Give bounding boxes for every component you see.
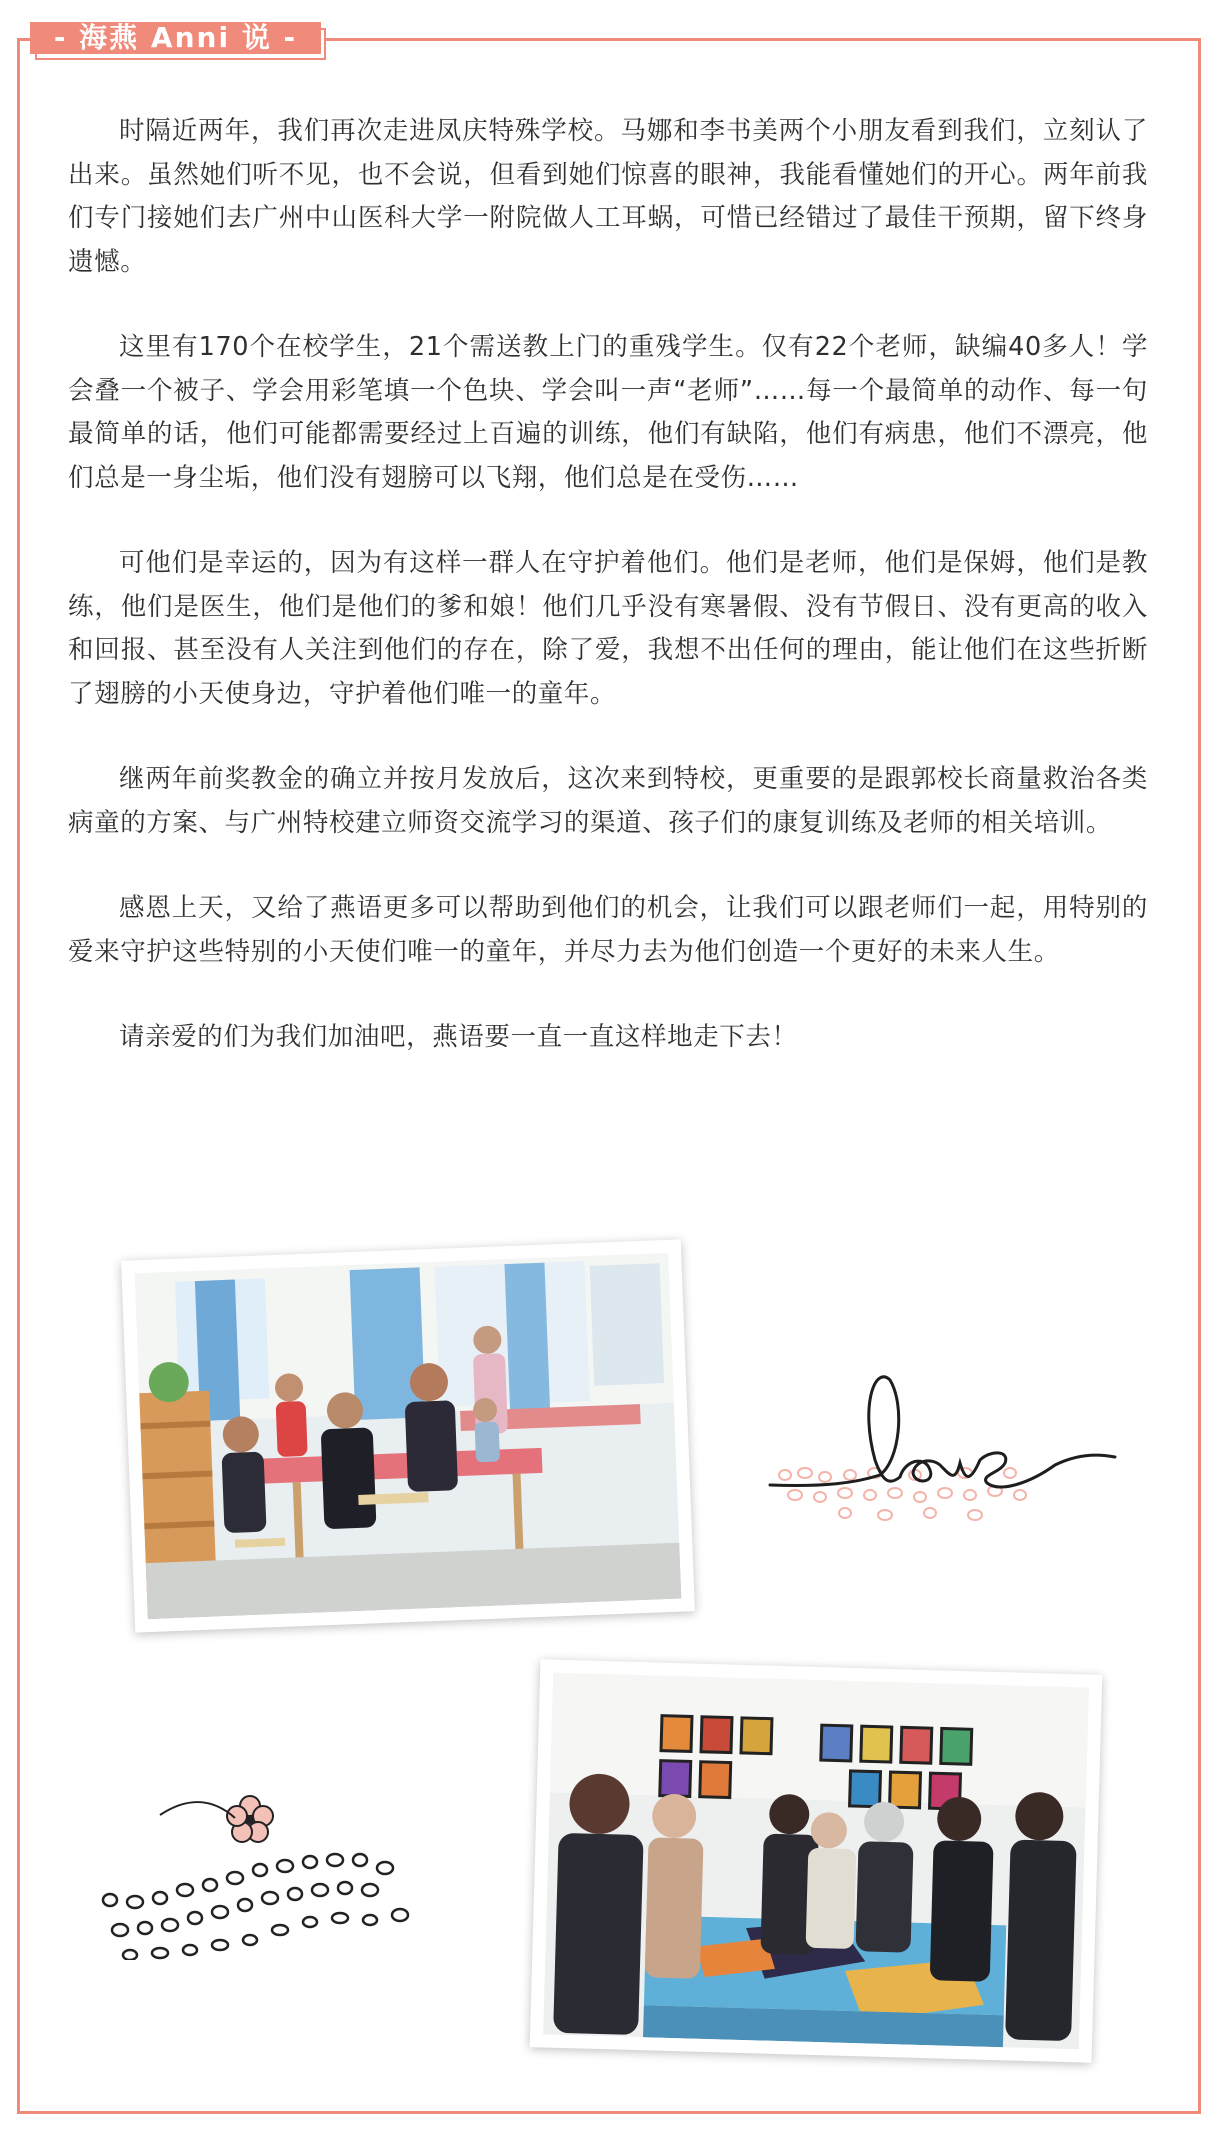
- paragraph-3: 可他们是幸运的，因为有这样一群人在守护着他们。他们是老师，他们是保姆，他们是教练，他们是医生，他们是他们的爹和娘！他们几乎没有寒暑假、没有节假日、没有更高的收入和回报、甚至没有人关注到他们的存在，除了爱，我想不出任何的理由，能让他们在这些折断了翅膀的小天使身边，守护着他们唯一的童年。: [68, 548, 1148, 709]
- paragraph-5: 感恩上天，又给了燕语更多可以帮助到他们的机会，让我们可以跟老师们一起，用特别的爱来守护这些特别的小天使们唯一的童年，并尽力去为他们创造一个更好的未来人生。: [68, 893, 1148, 967]
- article-body: [68, 110, 1148, 1102]
- header-tag: [30, 22, 330, 60]
- paragraph-6: 请亲爱的们为我们加油吧，燕语要一直一直这样地走下去！: [119, 1022, 798, 1052]
- flower-icon: [100, 1790, 460, 1960]
- classroom-photo-image: [135, 1253, 682, 1619]
- paragraph-4: 继两年前奖教金的确立并按月发放后，这次来到特校，更重要的是跟郭校长商量救治各类病童的方案、与广州特校建立师资交流学习的渠道、孩子们的康复训练及老师的相关培训。: [68, 764, 1148, 838]
- header-tag-label: - 海燕 Anni 说 -: [30, 22, 321, 54]
- paragraph-1: 时隔近两年，我们再次走进凤庆特殊学校。马娜和李书美两个小朋友看到我们，立刻认了出来。虽然她们听不见，也不会说，但看到她们惊喜的眼神，我能看懂她们的开心。两年前我们专门接她们去广州中山医科大学一附院做人工耳蜗，可惜已经错过了最佳干预期，留下终身遗憾。: [68, 116, 1148, 277]
- classroom-photo: [121, 1239, 695, 1632]
- artwork-photo: [530, 1659, 1103, 2063]
- love-script-icon: [765, 1365, 1120, 1535]
- paragraph-2: 这里有170个在校学生，21个需送教上门的重残学生。仅有22个老师，缺编40多人！学会叠一个被子、学会用彩笔填一个色块、学会叫一声“老师”……每一个最简单的动作、每一句最简单的话，他们可能都需要经过上百遍的训练，他们有缺陷，他们有病患，他们不漂亮，他们总是一身尘垢，他们没有翅膀可以飞翔，他们总是在受伤……: [68, 332, 1148, 493]
- artwork-photo-image: [543, 1673, 1089, 2050]
